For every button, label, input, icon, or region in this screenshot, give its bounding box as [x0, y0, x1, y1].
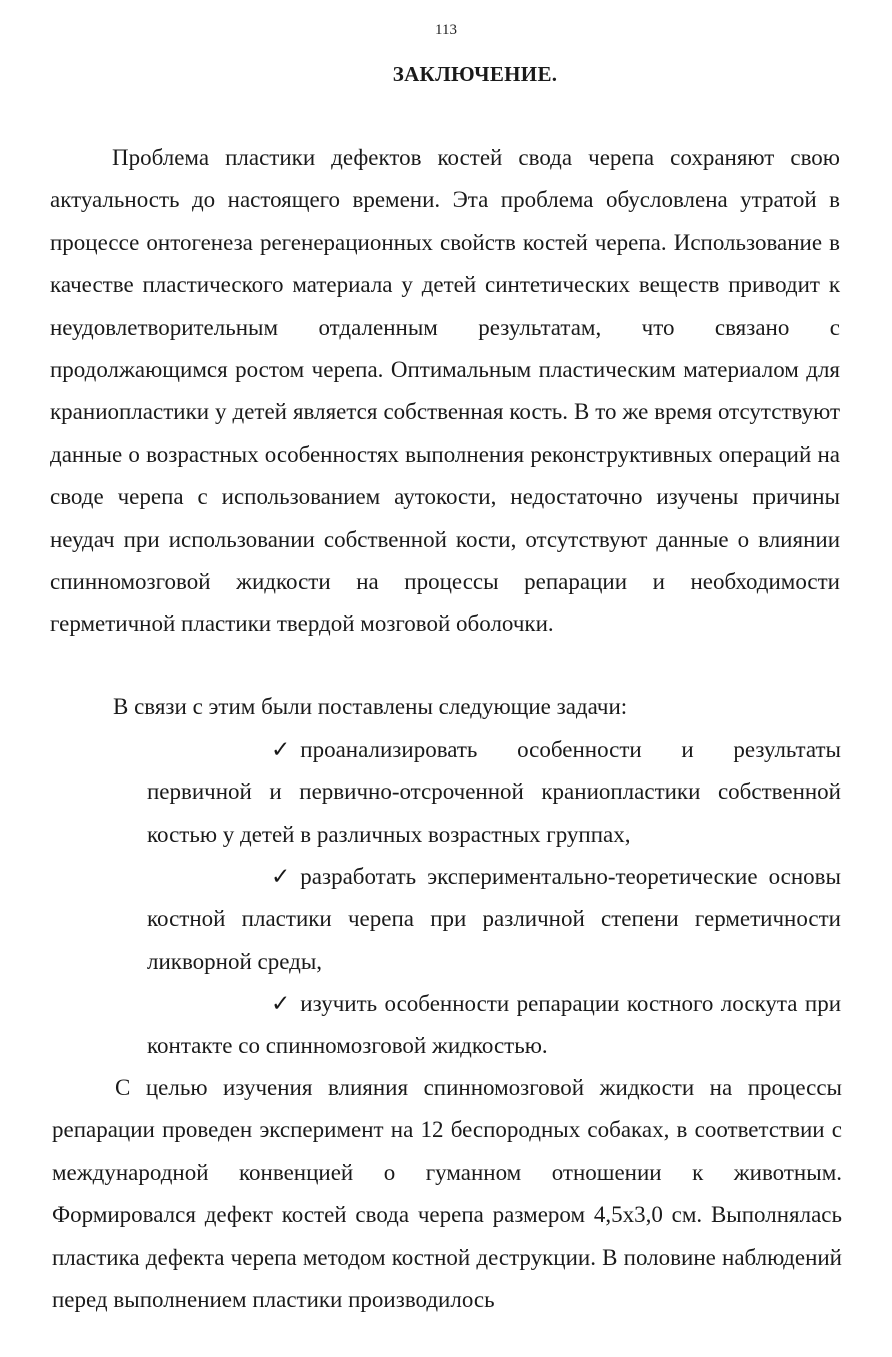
task-item-text: разработать экспериментально-теоретические основы костной пластики черепа при различной степени герметичности ликворной среды,: [147, 864, 841, 974]
intro-paragraph: Проблема пластики дефектов костей свода черепа сохраняют свою актуальность до настоящего времени. Эта проблема обусловлена утратой в процессе онтогенеза регенерационных свойств костей черепа. Использование в качестве пластического материала у детей синтетических веществ приводит к неудовлетворительным отдаленным результатам, что связано с продолжающимся ростом черепа. Оптимальным пластическим материалом для краниопластики у детей является собственная кость. В то же время отсутствуют данные о возрастных особенностях выполнения реконструктивных операций на своде черепа с использованием аутокости, недостаточно изучены причины неудач при использовании собственной кости, отсутствуют данные о влиянии спинномозговой жидкости на процессы репарации и необходимости герметичной пластики твердой мозговой оболочки.: [50, 145, 840, 637]
task-item-text: проанализировать особенности и результаты первичной и первично-отсроченной краниопластики собственной костью у детей в различных возрастных группах,: [147, 737, 841, 847]
task-item-text: изучить особенности репарации костного лоскута при контакте со спинномозговой жидкостью.: [147, 991, 841, 1059]
checkmark-icon: ✓: [271, 737, 291, 762]
tasks-intro-paragraph: В связи с этим были поставлены следующие задачи:: [113, 694, 628, 719]
checkmark-icon: ✓: [271, 864, 291, 889]
checkmark-icon: ✓: [271, 991, 291, 1016]
page-number: 113: [435, 22, 457, 38]
experiment-paragraph: С целью изучения влияния спинномозговой жидкости на процессы репарации проведен эксперимент на 12 беспородных собаках, в соответствии с международной конвенцией о гуманном отношении к животным. Формировался дефект костей свода черепа размером 4,5x3,0 см. Выполнялась пластика дефекта черепа методом костной деструкции. В половине наблюдений перед выполнением пластики производилось: [52, 1075, 842, 1313]
task-item: [147, 856, 841, 983]
page-title: ЗАКЛЮЧЕНИЕ.: [392, 62, 558, 86]
task-item: [147, 983, 841, 1068]
task-item: [147, 729, 841, 856]
